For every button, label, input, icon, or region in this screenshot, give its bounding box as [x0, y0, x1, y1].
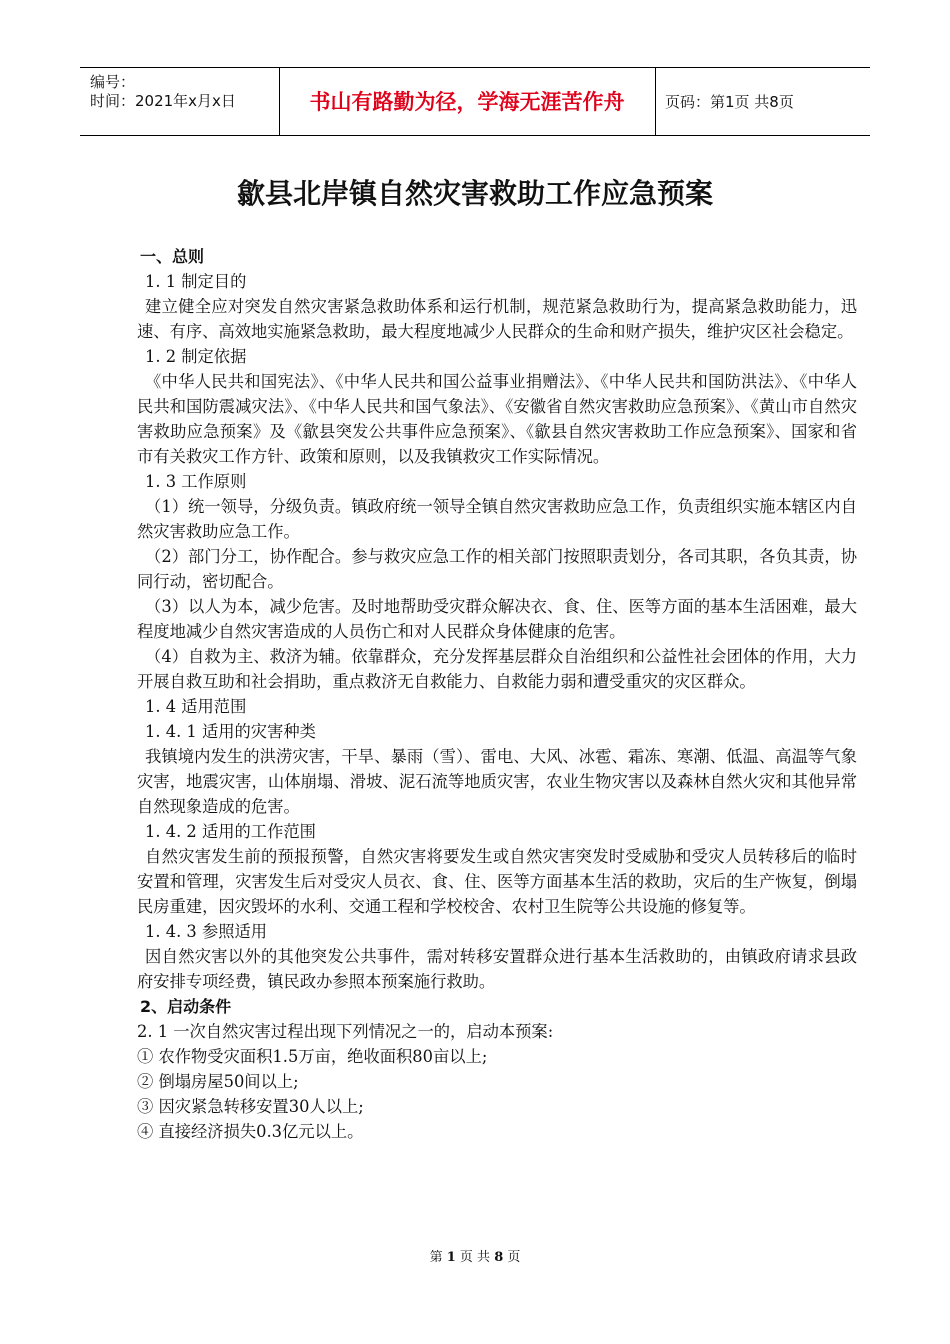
subsection-heading: 1. 4. 3 参照适用: [145, 922, 268, 941]
list-line: 2. 1 一次自然灾害过程出现下列情况之一的，启动本预案:: [137, 1022, 554, 1041]
body-paragraph: 《中华人民共和国宪法》、《中华人民共和国公益事业捐赠法》、《中华人民共和国防洪法》、《中华人民共和国防震减灾法》、《中华人民共和国气象法》、《安徽省自然灾害救助应急预案》、《黄山市自然灾害救助应急预案》及《歙县突发公共事件应急预案》、《歙县自然灾害救助工作应急预案》、国家和省市有关救灾工作方针、政策和原则，以及我镇救灾工作实际情况。: [137, 372, 857, 466]
subsection-heading: 1. 4 适用范围: [145, 697, 247, 716]
list-line: ④ 直接经济损失0.3亿元以上。: [137, 1122, 364, 1141]
body-paragraph: （4）自救为主、救济为辅。依靠群众，充分发挥基层群众自治组织和公益性社会团体的作用，大力开展自救互助和社会捐助，重点救济无自救能力、自救能力弱和遭受重灾的灾区群众。: [137, 647, 857, 691]
list-line: ③ 因灾紧急转移安置30人以上;: [137, 1097, 364, 1116]
list-line: ① 农作物受灾面积1.5万亩，绝收面积80亩以上;: [137, 1047, 488, 1066]
header-motto: 书山有路勤为径，学海无涯苦作舟: [309, 90, 625, 114]
body-paragraph: （1）统一领导，分级负责。镇政府统一领导全镇自然灾害救助应急工作，负责组织实施本辖区内自然灾害救助应急工作。: [137, 497, 857, 541]
body-paragraph: 自然灾害发生前的预报预警，自然灾害将要发生或自然灾害突发时受威胁和受灾人员转移后的临时安置和管理，灾害发生后对受灾人员衣、食、住、医等方面基本生活的救助，灾后的生产恢复，倒塌民房重建，因灾毁坏的水利、交通工程和学校校舍、农村卫生院等公共设施的修复等。: [137, 847, 857, 916]
header-bottom-rule: [80, 135, 870, 136]
footer-mid: 页 共: [459, 1250, 491, 1265]
list-line: ② 倒塌房屋50间以上;: [137, 1072, 299, 1091]
body-paragraph: 我镇境内发生的洪涝灾害，干旱、暴雨（雪）、雷电、大风、冰雹、霜冻、寒潮、低温、高温等气象灾害，地震灾害，山体崩塌、滑坡、泥石流等地质灾害，农业生物灾害以及森林自然火灾和其他异常自然现象造成的危害。: [137, 747, 857, 816]
subsection-heading: 1. 2 制定依据: [145, 347, 247, 366]
body-paragraph: 因自然灾害以外的其他突发公共事件，需对转移安置群众进行基本生活救助的，由镇政府请求县政府安排专项经费，镇民政办参照本预案施行救助。: [137, 947, 857, 991]
header-page-info: 页码：第1页 共8页: [665, 92, 794, 111]
document-body: [137, 244, 857, 1144]
header-divider: [655, 67, 656, 135]
section-heading: 一、总则: [140, 247, 205, 266]
footer-page-number: 1: [446, 1250, 456, 1265]
subsection-heading: 1. 3 工作原则: [145, 472, 247, 491]
subsection-heading: 1. 1 制定目的: [145, 272, 247, 291]
page-footer: [0, 1246, 950, 1265]
subsection-heading: 1. 4. 2 适用的工作范围: [145, 822, 316, 841]
document-title: 歙县北岸镇自然灾害救助工作应急预案: [236, 177, 713, 210]
body-paragraph: （3）以人为本，减少危害。及时地帮助受灾群众解决衣、食、住、医等方面的基本生活困难，最大程度地减少自然灾害造成的人员伤亡和对人民群众身体健康的危害。: [137, 597, 857, 641]
document-number-label: 编号：: [90, 73, 136, 91]
document-date-label: 时间：2021年x月x日: [90, 92, 236, 110]
footer-total-pages: 8: [494, 1250, 504, 1265]
subsection-heading: 1. 4. 1 适用的灾害种类: [145, 722, 316, 741]
body-paragraph: （2）部门分工，协作配合。参与救灾应急工作的相关部门按照职责划分，各司其职，各负其责，协同行动，密切配合。: [137, 547, 857, 591]
footer-prefix: 第: [429, 1250, 443, 1265]
section-heading: 2、启动条件: [140, 997, 232, 1016]
body-paragraph: 建立健全应对突发自然灾害紧急救助体系和运行机制，规范紧急救助行为，提高紧急救助能力，迅速、有序、高效地实施紧急救助，最大程度地减少人民群众的生命和财产损失，维护灾区社会稳定。: [137, 297, 857, 341]
footer-suffix: 页: [507, 1250, 521, 1265]
